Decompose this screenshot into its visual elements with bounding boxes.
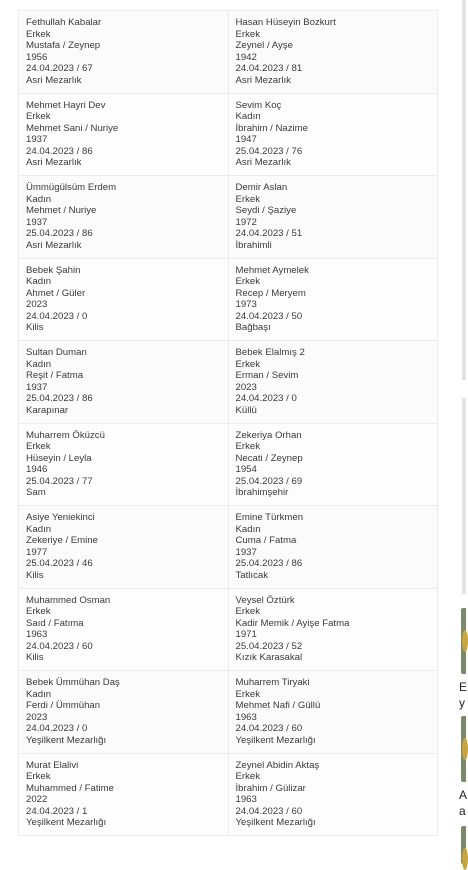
gender: Erkek: [235, 441, 261, 453]
person-name: Zeynel Abidin Aktaş: [235, 759, 320, 771]
parent-names: Mustafa / Zeynep: [26, 40, 101, 52]
record-cell: [19, 506, 229, 589]
record-row: [19, 11, 438, 94]
parent-names: Kadir Memik / Ayişe Fatma: [235, 617, 350, 629]
gender: Kadın: [235, 523, 261, 535]
person-name: Ümmügülsüm Erdem: [26, 182, 117, 193]
record-row: [19, 588, 438, 671]
gender: Kadın: [235, 111, 261, 123]
person-name: Emine Türkmen: [235, 512, 304, 523]
gender: Erkek: [235, 28, 261, 40]
side-headline-fragment[interactable]: y: [459, 696, 465, 710]
record-cell: [228, 11, 438, 94]
cemetery-name: İbrahimşehir: [235, 487, 289, 499]
person-name: Muharrem Tiryaki: [235, 677, 310, 688]
person-name: Muhammed Osman: [26, 594, 111, 606]
parent-names: Ahmet / Güler: [26, 287, 86, 299]
cemetery-name: Asri Mezarlık: [235, 74, 291, 86]
person-name: Mehmet Aymelek: [235, 264, 309, 276]
birth-year: 1963: [235, 711, 257, 723]
gender: Erkek: [26, 28, 51, 40]
record-cell: [228, 588, 438, 671]
gender: Kadın: [26, 523, 52, 535]
gender: Erkek: [235, 606, 261, 618]
record-row: [19, 93, 438, 176]
parent-names: Ferdi / Ümmühan: [26, 700, 101, 712]
record-cell: [228, 423, 438, 506]
death-date-age: 24.04.2023 / 67: [26, 63, 93, 75]
person-name: Zekeriya Orhan: [235, 429, 302, 441]
gender: Erkek: [26, 606, 51, 618]
death-date-age: 25.04.2023 / 46: [26, 558, 93, 570]
cemetery-name: Asri Mezarlık: [26, 74, 82, 86]
death-date-age: 24.04.2023 / 1: [26, 805, 88, 817]
birth-year: 1977: [26, 546, 48, 558]
record-cell: [19, 341, 229, 424]
cemetery-name: Sam: [26, 487, 46, 499]
birth-year: 1956: [26, 51, 48, 63]
death-date-age: 25.04.2023 / 86: [235, 558, 303, 570]
death-date-age: 25.04.2023 / 52: [235, 640, 303, 652]
person-name: Veysel Öztürk: [235, 594, 295, 606]
record-cell: [19, 176, 229, 259]
birth-year: 1973: [235, 299, 257, 311]
death-date-age: 25.04.2023 / 76: [235, 145, 303, 157]
death-date-age: 24.04.2023 / 60: [235, 723, 303, 735]
record-row: [19, 753, 438, 836]
death-date-age: 25.04.2023 / 77: [26, 475, 93, 487]
record-row: [19, 258, 438, 341]
person-name: Sevim Koç: [235, 99, 282, 111]
gender: Erkek: [235, 688, 261, 700]
side-column-bar: [462, 0, 466, 380]
parent-names: Mehmet Sani / Nuriye: [26, 122, 119, 134]
parent-names: Mehmet Nafi / Güllü: [235, 700, 321, 712]
record-row: [19, 341, 438, 424]
cemetery-name: Küllü: [235, 404, 257, 416]
person-name: Sultan Duman: [26, 347, 87, 358]
gender: Erkek: [235, 771, 261, 783]
side-headline-fragment[interactable]: A: [459, 788, 468, 802]
gender: Erkek: [26, 441, 51, 453]
person-name: Hasan Hüseyin Bozkurt: [235, 17, 336, 28]
gender: Erkek: [235, 193, 261, 205]
gender: Erkek: [26, 111, 51, 123]
birth-year: 1937: [235, 546, 257, 558]
side-thumbnail-image[interactable]: [461, 716, 466, 782]
person-name: Murat Elalivi: [26, 759, 79, 771]
record-cell: [228, 341, 438, 424]
record-cell: [19, 423, 229, 506]
birth-year: 1963: [26, 629, 48, 641]
death-date-age: 24.04.2023 / 51: [235, 228, 303, 240]
birth-year: 2023: [26, 299, 48, 311]
side-column-bar: [462, 398, 466, 594]
person-name: Demir Aslan: [235, 182, 288, 193]
record-row: [19, 176, 438, 259]
birth-year: 1971: [235, 629, 257, 641]
record-cell: [19, 753, 229, 836]
birth-year: 1942: [235, 51, 257, 63]
record-cell: [19, 671, 229, 754]
parent-names: Reşit / Fatma: [26, 370, 84, 382]
death-date-age: 25.04.2023 / 86: [26, 393, 93, 405]
death-date-age: 25.04.2023 / 86: [26, 228, 93, 240]
gender: Kadın: [26, 193, 52, 205]
parent-names: Recep / Meryem: [235, 287, 306, 299]
record-cell: [228, 93, 438, 176]
parent-names: Mehmet / Nuriye: [26, 205, 97, 217]
cemetery-name: Kilis: [26, 652, 44, 664]
birth-year: 1946: [26, 464, 48, 476]
death-date-age: 24.04.2023 / 0: [26, 723, 88, 735]
parent-names: Zeynel / Ayşe: [235, 40, 293, 52]
parent-names: Muhammed / Fatime: [26, 782, 114, 794]
person-name: Bebek Şahin: [26, 264, 81, 276]
cemetery-name: Asri Mezarlık: [26, 157, 82, 169]
record-cell: [19, 258, 229, 341]
parent-names: Erman / Sevim: [235, 370, 299, 382]
cemetery-name: Yeşilkent Mezarlığı: [235, 817, 316, 829]
person-name: Muharrem Öküzcü: [26, 429, 105, 441]
person-name: Bebek Ümmühan Daş: [26, 677, 120, 688]
record-row: [19, 671, 438, 754]
cemetery-name: Asri Mezarlık: [235, 157, 291, 169]
cemetery-name: Kızık Karasakal: [235, 652, 303, 664]
gender: Kadın: [26, 688, 52, 700]
death-date-age: 24.04.2023 / 0: [26, 310, 88, 322]
birth-year: 2023: [26, 711, 48, 723]
record-cell: [19, 93, 229, 176]
gender: Kadın: [26, 358, 52, 370]
gender: Erkek: [235, 276, 261, 288]
cemetery-name: Asri Mezarlık: [26, 239, 82, 251]
cemetery-name: Kilis: [26, 322, 44, 334]
record-row: [19, 506, 438, 589]
cemetery-name: Karapınar: [26, 404, 69, 416]
record-cell: [228, 176, 438, 259]
person-name: Fethullah Kabalar: [26, 17, 102, 28]
birth-year: 1972: [235, 216, 257, 228]
parent-names: Necati / Zeynep: [235, 452, 303, 464]
person-name: Mehmet Hayri Dev: [26, 99, 106, 111]
death-date-age: 24.04.2023 / 50: [235, 310, 303, 322]
cemetery-name: İbrahimli: [235, 239, 272, 251]
cemetery-name: Yeşilkent Mezarlığı: [235, 734, 316, 746]
death-date-age: 24.04.2023 / 81: [235, 63, 303, 75]
death-date-age: 24.04.2023 / 60: [235, 805, 303, 817]
record-cell: [228, 506, 438, 589]
parent-names: Cuma / Fatma: [235, 535, 297, 547]
birth-year: 1937: [26, 216, 48, 228]
gender: Erkek: [26, 771, 51, 783]
birth-year: 1937: [26, 381, 48, 393]
person-name: Bebek Elalmış 2: [235, 347, 305, 358]
death-date-age: 24.04.2023 / 0: [235, 393, 297, 405]
side-thumbnail-image[interactable]: [461, 608, 466, 674]
side-headline-fragment[interactable]: a: [459, 804, 466, 818]
birth-year: 1954: [235, 464, 257, 476]
death-date-age: 24.04.2023 / 60: [26, 640, 93, 652]
record-cell: [228, 753, 438, 836]
birth-year: 1937: [26, 134, 48, 146]
death-records-body: [19, 11, 438, 836]
death-records-table: [18, 10, 438, 836]
birth-year: 1947: [235, 134, 257, 146]
parent-names: Zekeriye / Emine: [26, 535, 98, 547]
side-thumbnail-image[interactable]: [461, 826, 466, 864]
record-cell: [19, 588, 229, 671]
death-date-age: 24.04.2023 / 86: [26, 145, 93, 157]
side-headline-fragment[interactable]: E: [459, 680, 468, 694]
cemetery-name: Bağbaşı: [235, 322, 271, 334]
birth-year: 2023: [235, 381, 257, 393]
parent-names: İbrahim / Gülizar: [235, 782, 306, 794]
cemetery-name: Yeşilkent Mezarlığı: [26, 734, 107, 746]
birth-year: 1963: [235, 794, 257, 806]
gender: Kadın: [26, 276, 52, 288]
person-name: Asiye Yeniekinci: [26, 512, 95, 523]
record-row: [19, 423, 438, 506]
record-cell: [19, 11, 229, 94]
parent-names: Hüseyin / Leyla: [26, 452, 92, 464]
cemetery-name: Kilis: [26, 569, 44, 581]
parent-names: İbrahim / Nazime: [235, 122, 309, 134]
parent-names: Seydi / Şaziye: [235, 205, 297, 217]
birth-year: 2022: [26, 794, 48, 806]
record-cell: [228, 671, 438, 754]
parent-names: Saıd / Fatıma: [26, 617, 84, 629]
record-cell: [228, 258, 438, 341]
cemetery-name: Tatlıcak: [235, 569, 269, 581]
cemetery-name: Yeşilkent Mezarlığı: [26, 817, 107, 829]
gender: Erkek: [235, 358, 261, 370]
death-date-age: 25.04.2023 / 69: [235, 475, 303, 487]
